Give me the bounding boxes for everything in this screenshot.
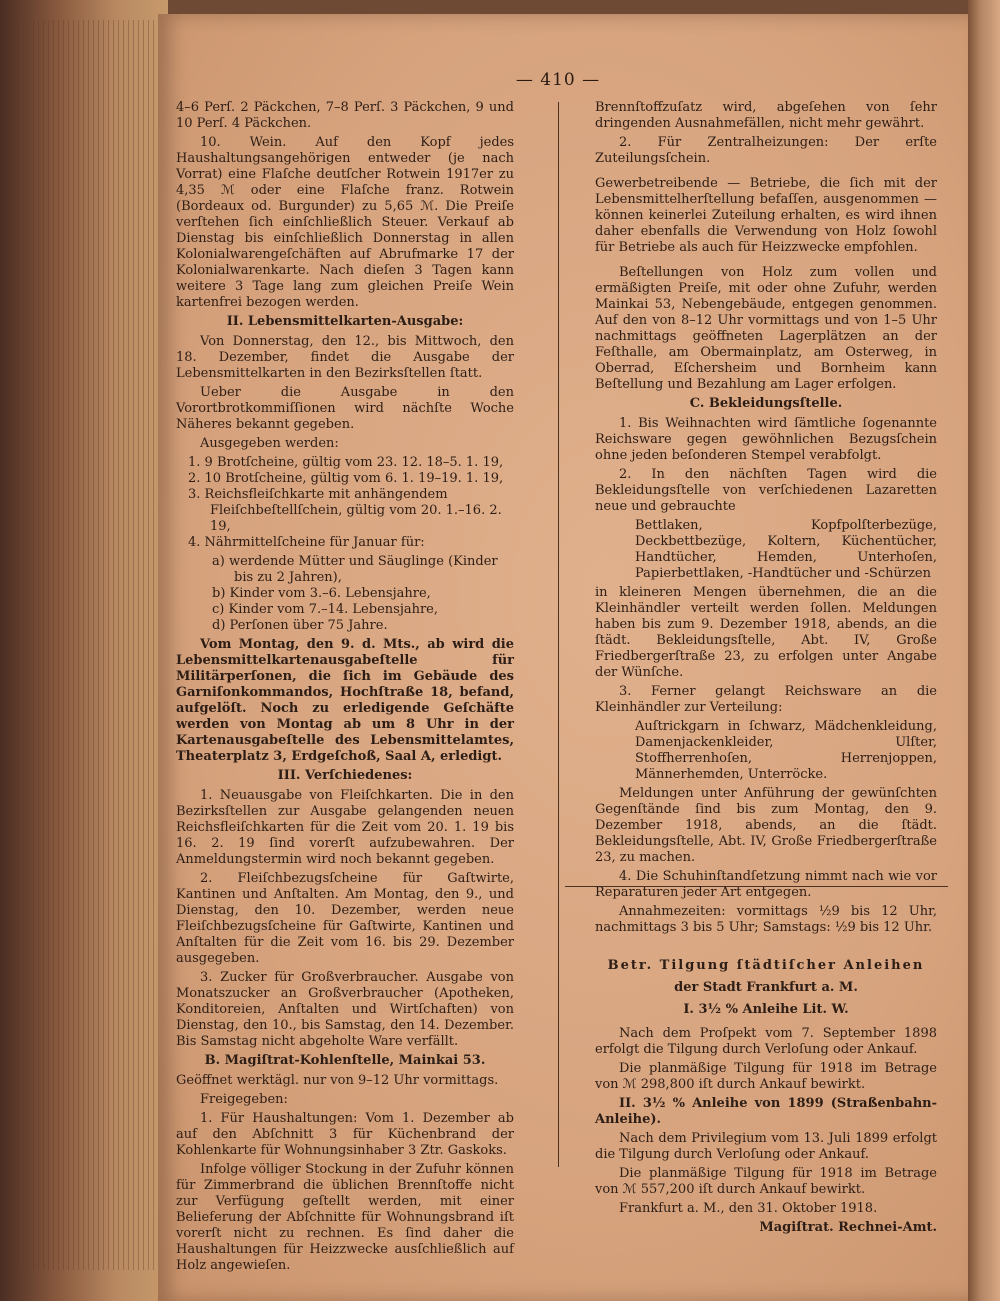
paragraph: Ueber die Ausgabe in den Vorortbrotkommiſſionen wird nächſte Woche Näheres bekannt gegeben. [176, 385, 514, 432]
ration-list [176, 455, 514, 551]
column-divider [558, 102, 559, 1167]
paragraph: 2. In den nächſten Tagen wird die Bekleidungsſtelle von verſchiedenen Lazaretten neue und gebrauchte [595, 467, 937, 514]
paragraph: 1. Für Haushaltungen: Vom 1. Dezember ab auf den Abſchnitt 3 für Küchenbrand der Kohlenkarte für Wohnungsinhaber 3 Ztr. Gaskoks. [176, 1111, 514, 1158]
paragraph: Von Donnerstag, den 12., bis Mittwoch, den 18. Dezember, findet die Ausgabe der Lebensmittelkarten in den Bezirksſtellen ſtatt. [176, 334, 514, 381]
list-item: 4. Nährmittelſcheine für Januar für: [188, 535, 425, 550]
paragraph: Meldungen unter Anführung der gewünſchten Gegenſtände ſind bis zum Montag, den 9. Dezember 1918, abends, an die ſtädt. Bekleidungsſtelle, Abt. IV, Große Friedbergerſtraße 23, zu machen. [595, 786, 937, 865]
paragraph: Nach dem Proſpekt vom 7. September 1898 erfolgt die Tilgung durch Verloſung oder Ankauf. [595, 1026, 937, 1057]
book-right-edge [968, 0, 1000, 1301]
paragraph: 2. Fleiſchbezugsſcheine für Gaſtwirte, Kantinen und Anſtalten. Am Montag, den 9., und Dienstag, den 10. Dezember, werden neue Fleiſchbezugsſcheine für Gaſtwirte, Kantinen und Anſtalten für die Zeit vom 16. bis 29. Dezember ausgegeben. [176, 871, 514, 966]
list-item: a) werdende Mütter und Säuglinge (Kinder bis zu 2 Jahren), [212, 554, 498, 585]
paragraph: Vom Montag, den 9. d. Mts., ab wird die Lebensmittelkartenausgabeſtelle für Militärperſonen, die ſich im Gebäude des Garniſonkommandos, Hochſtraße 18, befand, aufgelöſt. Noch zu erledigende Geſchäfte werden von Montag ab um 8 Uhr in der Kartenausgabeſtelle des Lebensmittelamtes, Theaterplatz 3, Erdgeſchoß, Saal A, erledigt. [176, 637, 514, 764]
right-column [595, 100, 937, 1236]
goods-list: Bettlaken, Kopfpolſterbezüge, Deckbettbezüge, Koltern, Küchentücher, Handtücher, Hemden, Unterhoſen, Papierbettlaken, -Handtücher und -Schürzen [635, 518, 937, 581]
paragraph: 4–6 Perſ. 2 Päckchen, 7–8 Perſ. 3 Päckchen, 9 und 10 Perſ. 4 Päckchen. [176, 100, 514, 131]
paragraph: 4. Die Schuhinſtandſetzung nimmt nach wie vor Reparaturen jeder Art entgegen. [595, 869, 937, 900]
paragraph: Ausgegeben werden: [200, 436, 339, 451]
date-line: Frankfurt a. M., den 31. Oktober 1918. [619, 1201, 878, 1216]
list-item: 2. 10 Brotſcheine, gültig vom 6. 1. 19–19. 1. 19, [188, 471, 504, 486]
ration-sublist [176, 554, 514, 634]
paragraph: Geöffnet werktägl. nur von 9–12 Uhr vormittags. [176, 1073, 499, 1088]
paragraph: Infolge völliger Stockung in der Zufuhr können für Zimmerbrand die üblichen Brennſtoffe nicht zur Verfügung geſtellt werden, mit einer Belieferung der Abſchnitte für Wohnungsbrand iſt vorerſt nicht zu rechnen. Es ſind daher die Haushaltungen für Heizzwecke ausſchließlich auf Holz angewieſen. [176, 1162, 514, 1273]
paragraph: 2. Für Zentralheizungen: Der erſte Zuteilungsſchein. [595, 135, 937, 166]
notice-section-heading: I. 3½ % Anleihe Lit. W. [683, 1002, 849, 1017]
paragraph: Die planmäßige Tilgung für 1918 im Betrage von ℳ 557,200 iſt durch Ankauf bewirkt. [595, 1166, 937, 1197]
goods-list: Auſtrickgarn in ſchwarz, Mädchenkleidung, Damenjackenkleider, Ulſter, Stoffherrenhoſen, Herrenjoppen, Männerhemden, Unterröcke. [635, 719, 937, 782]
paragraph: Gewerbetreibende — Betriebe, die ſich mit der Lebensmittelherſtellung befaſſen, ausgenommen — können keinerlei Zuteilung erhalten, es wird ihnen daher ebenfalls die Verwendung von Holz ſowohl für Betriebe als auch für Heizzwecke empfohlen. [595, 176, 937, 255]
tilgung-notice [595, 958, 937, 1236]
heading-verschiedenes: III. Verſchiedenes: [277, 768, 413, 783]
list-item: c) Kinder vom 7.–14. Lebensjahre, [212, 602, 439, 617]
notice-section-heading: II. 3½ % Anleihe von 1899 (Straßenbahn-Anleihe). [595, 1096, 937, 1127]
page-stack [18, 20, 168, 1270]
heading-bekleidungsstelle: C. Bekleidungsſtelle. [689, 396, 843, 411]
paragraph: 1. Bis Weihnachten wird ſämtliche ſogenannte Reichsware gegen gewöhnlichen Bezugsſchein ohne jeden beſonderen Stempel verabfolgt. [595, 416, 937, 463]
list-item: b) Kinder vom 3.–6. Lebensjahre, [212, 586, 431, 601]
paragraph: 1. Neuausgabe von Fleiſchkarten. Die in den Bezirksſtellen zur Ausgabe gelangenden neuen Reichsfleiſchkarten für die Zeit vom 20. 1. 19 bis 16. 2. 19 ſind vorerſt aufzubewahren. Der Anmeldungstermin wird noch bekannt gegeben. [176, 788, 514, 867]
paragraph: Brennſtoffzuſatz wird, abgeſehen von ſehr dringenden Ausnahmefällen, nicht mehr gewährt. [595, 100, 937, 131]
heading-lebensmittelkarten: II. Lebensmittelkarten-Ausgabe: [226, 314, 464, 329]
paragraph: 3. Zucker für Großverbraucher. Ausgabe von Monatszucker an Großverbraucher (Apotheken, Konditoreien, Anſtalten und Wirtſchaften) von Dienstag, den 10., bis Samstag, den 14. Dezember. Bis Samstag nicht abgeholte Ware verfällt. [176, 970, 514, 1049]
signature: Magiſtrat. Rechnei-Amt. [759, 1220, 937, 1235]
paragraph: 3. Ferner gelangt Reichsware an die Kleinhändler zur Verteilung: [595, 684, 937, 715]
paragraph: Annahmezeiten: vormittags ½9 bis 12 Uhr, nachmittags 3 bis 5 Uhr; Samstags: ½9 bis 12 Uhr. [595, 904, 937, 935]
notice-title: Betr. Tilgung ſtädtiſcher Anleihen [607, 958, 925, 973]
paragraph: Die planmäßige Tilgung für 1918 im Betrage von ℳ 298,800 iſt durch Ankauf bewirkt. [595, 1061, 937, 1092]
list-item: 1. 9 Brotſcheine, gültig vom 23. 12. 18–5. 1. 19, [188, 455, 504, 470]
paragraph: Nach dem Privilegium vom 13. Juli 1899 erfolgt die Tilgung durch Verloſung oder Ankauf. [595, 1131, 937, 1162]
left-column [176, 100, 514, 1277]
book-left-edge [0, 0, 168, 1301]
list-item: d) Perſonen über 75 Jahre. [212, 618, 388, 633]
notice-subtitle: der Stadt Frankfurt a. M. [674, 980, 858, 995]
paragraph: Beſtellungen von Holz zum vollen und ermäßigten Preiſe, mit oder ohne Zufuhr, werden Mainkai 53, Nebengebäude, entgegen genommen. Auf den von 8–12 Uhr vormittags und von 1–5 Uhr nachmittags geöffneten Lagerplätzen an der Feſthalle, am Obermainplatz, am Osterweg, in Oberrad, Eſchersheim und Bornheim kann Beſtellung und Bezahlung am Lager erfolgen. [595, 265, 937, 392]
paragraph: in kleineren Mengen übernehmen, die an die Kleinhändler verteilt werden ſollen. Meldungen haben bis zum 9. Dezember 1918, abends, an die ſtädt. Bekleidungsſtelle, Abt. IV, Große Friedbergerſtraße 23, zu erfolgen unter Angabe der Wünſche. [595, 585, 937, 680]
list-item: 3. Reichsfleiſchkarte mit anhängendem Fleiſchbeſtellſchein, gültig vom 20. 1.–16. 2. 19, [188, 487, 502, 534]
paragraph: Freigegeben: [200, 1092, 288, 1107]
page-number: — 410 — [515, 70, 601, 90]
wine-paragraph: 10. Wein. Auf den Kopf jedes Haushaltungsangehörigen entweder (je nach Vorrat) eine Flaſche deutſcher Rotwein 1917er zu 4,35 ℳ oder eine Flaſche franz. Rotwein (Bordeaux od. Burgunder) zu 5,65 ℳ. Die Preiſe verſtehen ſich einſchließlich Steuer. Verkauf ab Dienstag bis einſchließlich Donnerstag in allen Kolonialwarengeſchäften auf Abrufmarke 17 der Kolonialwarenkarte. Nach dieſen 3 Tagen kann weitere 3 Tage lang zum gleichen Preiſe Wein kartenfrei bezogen werden. [176, 135, 514, 310]
heading-kohlenstelle: B. Magiſtrat-Kohlenſtelle, Mainkai 53. [204, 1053, 486, 1068]
